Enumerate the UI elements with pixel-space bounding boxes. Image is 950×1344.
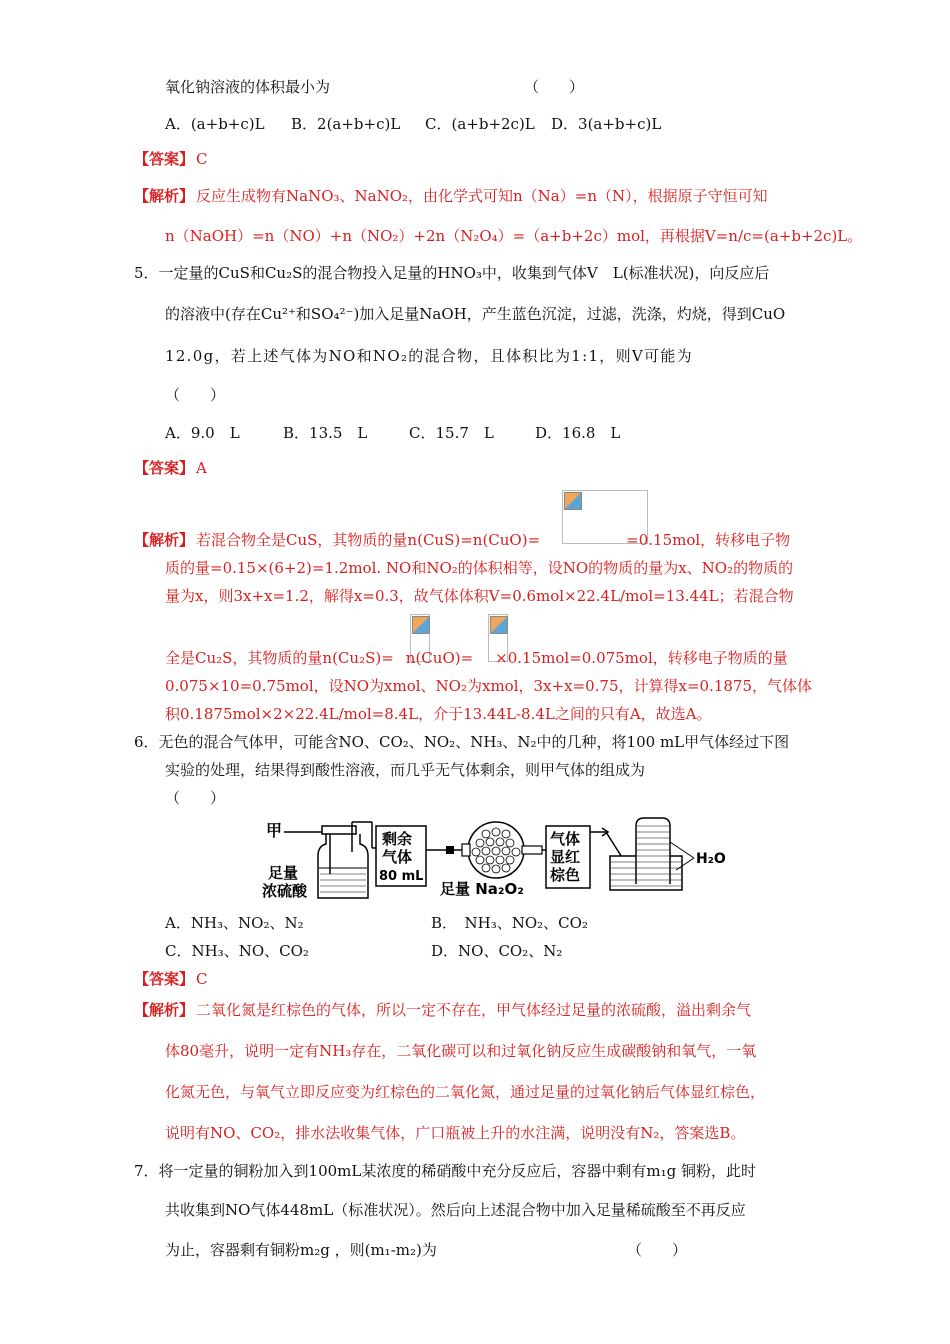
answer-value: A (196, 459, 207, 477)
box2-line: 显红 (550, 848, 581, 866)
q6-analysis-line-3: 化氮无色，与氧气立即反应变为红棕色的二氧化氮，通过足量的过氧化钠后气体显红棕色， (165, 1083, 766, 1101)
q5-stem-line-2: 的溶液中(存在Cu²⁺和SO₄²⁻)加入足量NaOH，产生蓝色沉淀，过滤，洗涤，灼烧，得到CuO (165, 305, 786, 323)
q6-options-row-1 (165, 913, 588, 933)
na2o2-tube (462, 822, 542, 878)
q7-stem-line-3: 为止，容器剩有铜粉m₂g ，则(m₁-m₂)为 (165, 1241, 437, 1259)
acid-label-2: 浓硫酸 (262, 882, 308, 900)
q6-option-b: B． NH₃、NO₂、CO₂ (431, 914, 588, 932)
q5-paren: （ ） (165, 386, 226, 404)
na2o2-label: 足量 Na₂O₂ (440, 880, 524, 898)
q5-option-a: A．9.0 L (165, 424, 240, 442)
analysis-text: ×0.15mol=0.075mol，转移电子物质的量 (495, 649, 788, 667)
experiment-apparatus-diagram (260, 812, 730, 902)
answer-tag: 【答案】 (134, 970, 195, 988)
analysis-text: n(CuO)= (405, 649, 474, 667)
q5-options (165, 423, 620, 443)
broken-image-icon (490, 616, 508, 634)
q5-option-c: C．15.7 L (409, 424, 494, 442)
gas-jia-label: 甲 (266, 821, 283, 840)
q5-option-b: B．13.5 L (283, 424, 368, 442)
q6-stem-line-1: 6．无色的混合气体甲，可能含NO、CO₂、NO₂、NH₃、N₂中的几种，将100 mL甲气体经过下图 (134, 733, 790, 751)
q7-paren: （ ） (627, 1241, 688, 1259)
q4-stem-tail: 氧化钠溶液的体积最小为 (165, 78, 331, 96)
q4-option-c: C．(a+b+2c)L (425, 115, 535, 133)
box1-line: 80 mL (379, 869, 424, 884)
water-trough (606, 818, 694, 890)
q7-stem-line-1: 7．将一定量的铜粉加入到100mL某浓度的稀硝酸中充分反应后，容器中剩有m₁g 铜粉，此时 (134, 1162, 756, 1180)
broken-image-icon (564, 492, 582, 510)
analysis-tag: 【解析】 (134, 1001, 195, 1019)
box1-line: 剩余 (382, 830, 413, 848)
q4-option-a: A．(a+b+c)L (165, 115, 265, 133)
analysis-text: 反应生成物有NaNO₃、NaNO₂，由化学式可知n（Na）=n（N），根据原子守恒可知 (196, 187, 768, 205)
q6-analysis-line-2: 体80毫升，说明一定有NH₃存在，二氧化碳可以和过氧化钠反应生成碳酸钠和氧气，一氧 (165, 1042, 757, 1060)
q5-analysis-line-6: 积0.1875mol×2×22.4L/mol=8.4L，介于13.44L-8.4L之间的只有A，故选A。 (165, 705, 712, 723)
box2-line: 棕色 (550, 866, 581, 884)
q4-options (165, 114, 661, 134)
analysis-text: =0.15mol，转移电子物 (626, 531, 791, 549)
q5-stem-line-3: 12.0g，若上述气体为NO和NO₂的混合物，且体积比为1:1，则V可能为 (165, 347, 693, 365)
analysis-text: 二氧化氮是红棕色的气体，所以一定不存在，甲气体经过足量的浓硫酸，溢出剩余气 (196, 1001, 752, 1019)
q7-stem-line-2: 共收集到NO气体448mL（标准状况）。然后向上述混合物中加入足量稀硫酸至不再反应 (165, 1201, 746, 1219)
q4-analysis-line-1 (134, 186, 768, 206)
analysis-tag: 【解析】 (134, 531, 195, 549)
q6-analysis-line-1 (134, 1000, 751, 1020)
q6-option-d: D．NO、CO₂、N₂ (431, 942, 563, 960)
answer-tag: 【答案】 (134, 459, 195, 477)
analysis-tag: 【解析】 (134, 187, 195, 205)
q4-answer (134, 149, 208, 169)
q6-answer (134, 969, 208, 989)
q5-analysis-line-4 (165, 648, 788, 668)
q5-answer (134, 458, 207, 478)
q6-analysis-line-4: 说明有NO、CO₂，排水法收集气体，广口瓶被上升的水注满，说明没有N₂，答案选B。 (165, 1124, 746, 1142)
q6-option-a: A．NH₃、NO₂、N₂ (165, 914, 304, 932)
q5-analysis-line-5: 0.075×10=0.75mol，设NO为xmol、NO₂为xmol，3x+x=0.75，计算得x=0.1875，气体体 (165, 677, 813, 695)
answer-value: C (196, 150, 208, 168)
analysis-text: 全是Cu₂S，其物质的量n(Cu₂S)= (165, 649, 394, 667)
q6-paren: （ ） (165, 789, 226, 807)
q6-options-row-2 (165, 941, 562, 961)
broken-image-icon (412, 616, 430, 634)
analysis-text: 若混合物全是CuS，其物质的量n(CuS)=n(CuO)= (196, 531, 541, 549)
q6-option-c: C．NH₃、NO、CO₂ (165, 942, 309, 960)
q4-analysis-line-2: n（NaOH）=n（NO）+n（NO₂）+2n（N₂O₄）=（a+b+2c）mol，再根据V=n/c=(a+b+2c)L。 (165, 227, 863, 245)
q5-analysis-line-1 (134, 530, 790, 550)
answer-tag: 【答案】 (134, 150, 195, 168)
q4-paren: （ ） (524, 78, 585, 96)
q4-option-b: B．2(a+b+c)L (291, 115, 401, 133)
q5-analysis-line-2: 质的量=0.15×(6+2)=1.2mol. NO和NO₂的体积相等，设NO的物质的量为x、NO₂的物质的 (165, 559, 794, 577)
q5-option-d: D．16.8 L (535, 424, 621, 442)
box1-line: 气体 (382, 848, 413, 866)
acid-label-1: 足量 (268, 864, 299, 882)
q5-stem-line-1: 5．一定量的CuS和Cu₂S的混合物投入足量的HNO₃中，收集到气体V L(标准状况)，向反应后 (134, 264, 770, 282)
q4-option-d: D．3(a+b+c)L (551, 115, 662, 133)
answer-value: C (196, 970, 208, 988)
q6-stem-line-2: 实验的处理，结果得到酸性溶液，而几乎无气体剩余，则甲气体的组成为 (165, 761, 646, 779)
q5-analysis-line-3: 量为x，则3x+x=1.2，解得x=0.3，故气体体积V=0.6mol×22.4L/mol=13.44L；若混合物 (165, 587, 794, 605)
box2-line: 气体 (550, 830, 581, 848)
wash-bottle (318, 822, 372, 898)
h2o-label: H₂O (696, 851, 726, 867)
